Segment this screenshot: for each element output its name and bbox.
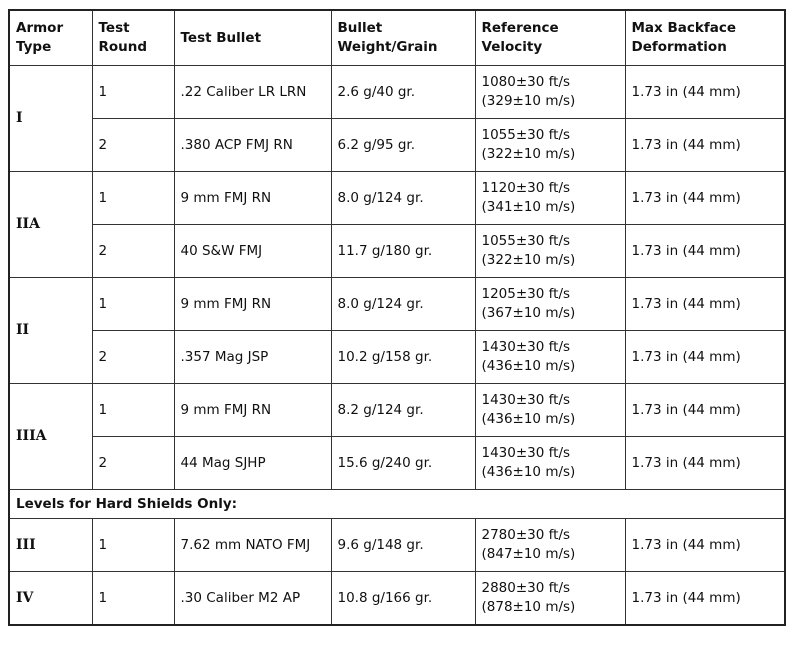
armor-type-cell: II [9,278,92,384]
test-round-cell: 1 [92,384,174,437]
armor-type-cell: IIIA [9,384,92,490]
test-bullet-cell: 9 mm FMJ RN [174,172,331,225]
header-test-round [92,10,174,66]
test-round-cell: 2 [92,437,174,490]
velocity-m-s: (341±10 m/s) [481,199,576,215]
velocity-ft-s: 2880±30 ft/s [481,580,571,596]
test-bullet-cell: 9 mm FMJ RN [174,384,331,437]
bullet-weight-cell: 9.6 g/148 gr. [331,519,475,572]
bullet-weight-cell: 2.6 g/40 gr. [331,66,475,119]
table-row [9,119,785,172]
reference-velocity-cell [475,119,625,172]
table-row [9,572,785,626]
test-bullet-cell: 44 Mag SJHP [174,437,331,490]
velocity-m-s: (329±10 m/s) [481,93,576,109]
reference-velocity-cell [475,331,625,384]
velocity-ft-s: 1205±30 ft/s [481,286,571,302]
header-line: Armor [16,20,64,36]
max-backface-cell: 1.73 in (44 mm) [625,278,785,331]
header-armor-type [9,10,92,66]
max-backface-cell: 1.73 in (44 mm) [625,172,785,225]
header-line: Weight/Grain [337,39,438,55]
section-label: Levels for Hard Shields Only: [9,490,785,519]
bullet-weight-cell: 8.2 g/124 gr. [331,384,475,437]
section-row [9,490,785,519]
table-row [9,384,785,437]
armor-type-cell: IV [9,572,92,626]
velocity-ft-s: 1055±30 ft/s [481,127,571,143]
test-bullet-cell: 40 S&W FMJ [174,225,331,278]
table-row [9,331,785,384]
max-backface-cell: 1.73 in (44 mm) [625,119,785,172]
max-backface-cell: 1.73 in (44 mm) [625,519,785,572]
velocity-ft-s: 1430±30 ft/s [481,445,571,461]
max-backface-cell: 1.73 in (44 mm) [625,384,785,437]
reference-velocity-cell [475,384,625,437]
bullet-weight-cell: 11.7 g/180 gr. [331,225,475,278]
bullet-weight-cell: 10.2 g/158 gr. [331,331,475,384]
table-row [9,66,785,119]
max-backface-cell: 1.73 in (44 mm) [625,225,785,278]
header-line: Velocity [481,39,543,55]
table-row [9,172,785,225]
test-bullet-cell: .357 Mag JSP [174,331,331,384]
header-reference-velocity [475,10,625,66]
header-line: Round [98,39,148,55]
reference-velocity-cell [475,172,625,225]
table-row [9,519,785,572]
velocity-ft-s: 1430±30 ft/s [481,392,571,408]
reference-velocity-cell [475,278,625,331]
test-bullet-cell: .22 Caliber LR LRN [174,66,331,119]
velocity-m-s: (322±10 m/s) [481,146,576,162]
armor-type-cell: IIA [9,172,92,278]
armor-type-cell: III [9,519,92,572]
armor-type-cell: I [9,66,92,172]
test-bullet-cell: 9 mm FMJ RN [174,278,331,331]
test-round-cell: 1 [92,172,174,225]
armor-table-container [8,9,786,626]
velocity-ft-s: 1055±30 ft/s [481,233,571,249]
table-row [9,225,785,278]
velocity-m-s: (436±10 m/s) [481,411,576,427]
header-line: Deformation [631,39,727,55]
header-line: Type [16,39,52,55]
table-header-row [9,10,785,66]
velocity-ft-s: 1080±30 ft/s [481,74,571,90]
velocity-ft-s: 1430±30 ft/s [481,339,571,355]
reference-velocity-cell [475,437,625,490]
test-round-cell: 1 [92,278,174,331]
header-bullet-weight [331,10,475,66]
max-backface-cell: 1.73 in (44 mm) [625,437,785,490]
test-bullet-cell: .380 ACP FMJ RN [174,119,331,172]
velocity-m-s: (847±10 m/s) [481,546,576,562]
table-row [9,437,785,490]
test-round-cell: 1 [92,519,174,572]
header-line: Max Backface [631,20,736,36]
reference-velocity-cell [475,519,625,572]
max-backface-cell: 1.73 in (44 mm) [625,66,785,119]
test-round-cell: 1 [92,572,174,626]
header-line: Test [98,20,130,36]
velocity-m-s: (436±10 m/s) [481,464,576,480]
bullet-weight-cell: 15.6 g/240 gr. [331,437,475,490]
bullet-weight-cell: 10.8 g/166 gr. [331,572,475,626]
header-line: Reference [481,20,559,36]
test-round-cell: 2 [92,331,174,384]
bullet-weight-cell: 8.0 g/124 gr. [331,172,475,225]
header-line: Bullet [337,20,383,36]
velocity-m-s: (322±10 m/s) [481,252,576,268]
reference-velocity-cell [475,225,625,278]
reference-velocity-cell [475,572,625,626]
velocity-m-s: (436±10 m/s) [481,358,576,374]
table-body [9,66,785,626]
test-round-cell: 2 [92,225,174,278]
test-round-cell: 1 [92,66,174,119]
header-line: Test Bullet [180,29,262,46]
header-test-bullet [174,10,331,66]
velocity-m-s: (878±10 m/s) [481,599,576,615]
test-bullet-cell: 7.62 mm NATO FMJ [174,519,331,572]
velocity-ft-s: 1120±30 ft/s [481,180,571,196]
test-bullet-cell: .30 Caliber M2 AP [174,572,331,626]
max-backface-cell: 1.73 in (44 mm) [625,331,785,384]
bullet-weight-cell: 8.0 g/124 gr. [331,278,475,331]
velocity-ft-s: 2780±30 ft/s [481,527,571,543]
armor-protection-table [8,9,786,626]
table-row [9,278,785,331]
test-round-cell: 2 [92,119,174,172]
reference-velocity-cell [475,66,625,119]
header-max-backface [625,10,785,66]
max-backface-cell: 1.73 in (44 mm) [625,572,785,626]
bullet-weight-cell: 6.2 g/95 gr. [331,119,475,172]
velocity-m-s: (367±10 m/s) [481,305,576,321]
